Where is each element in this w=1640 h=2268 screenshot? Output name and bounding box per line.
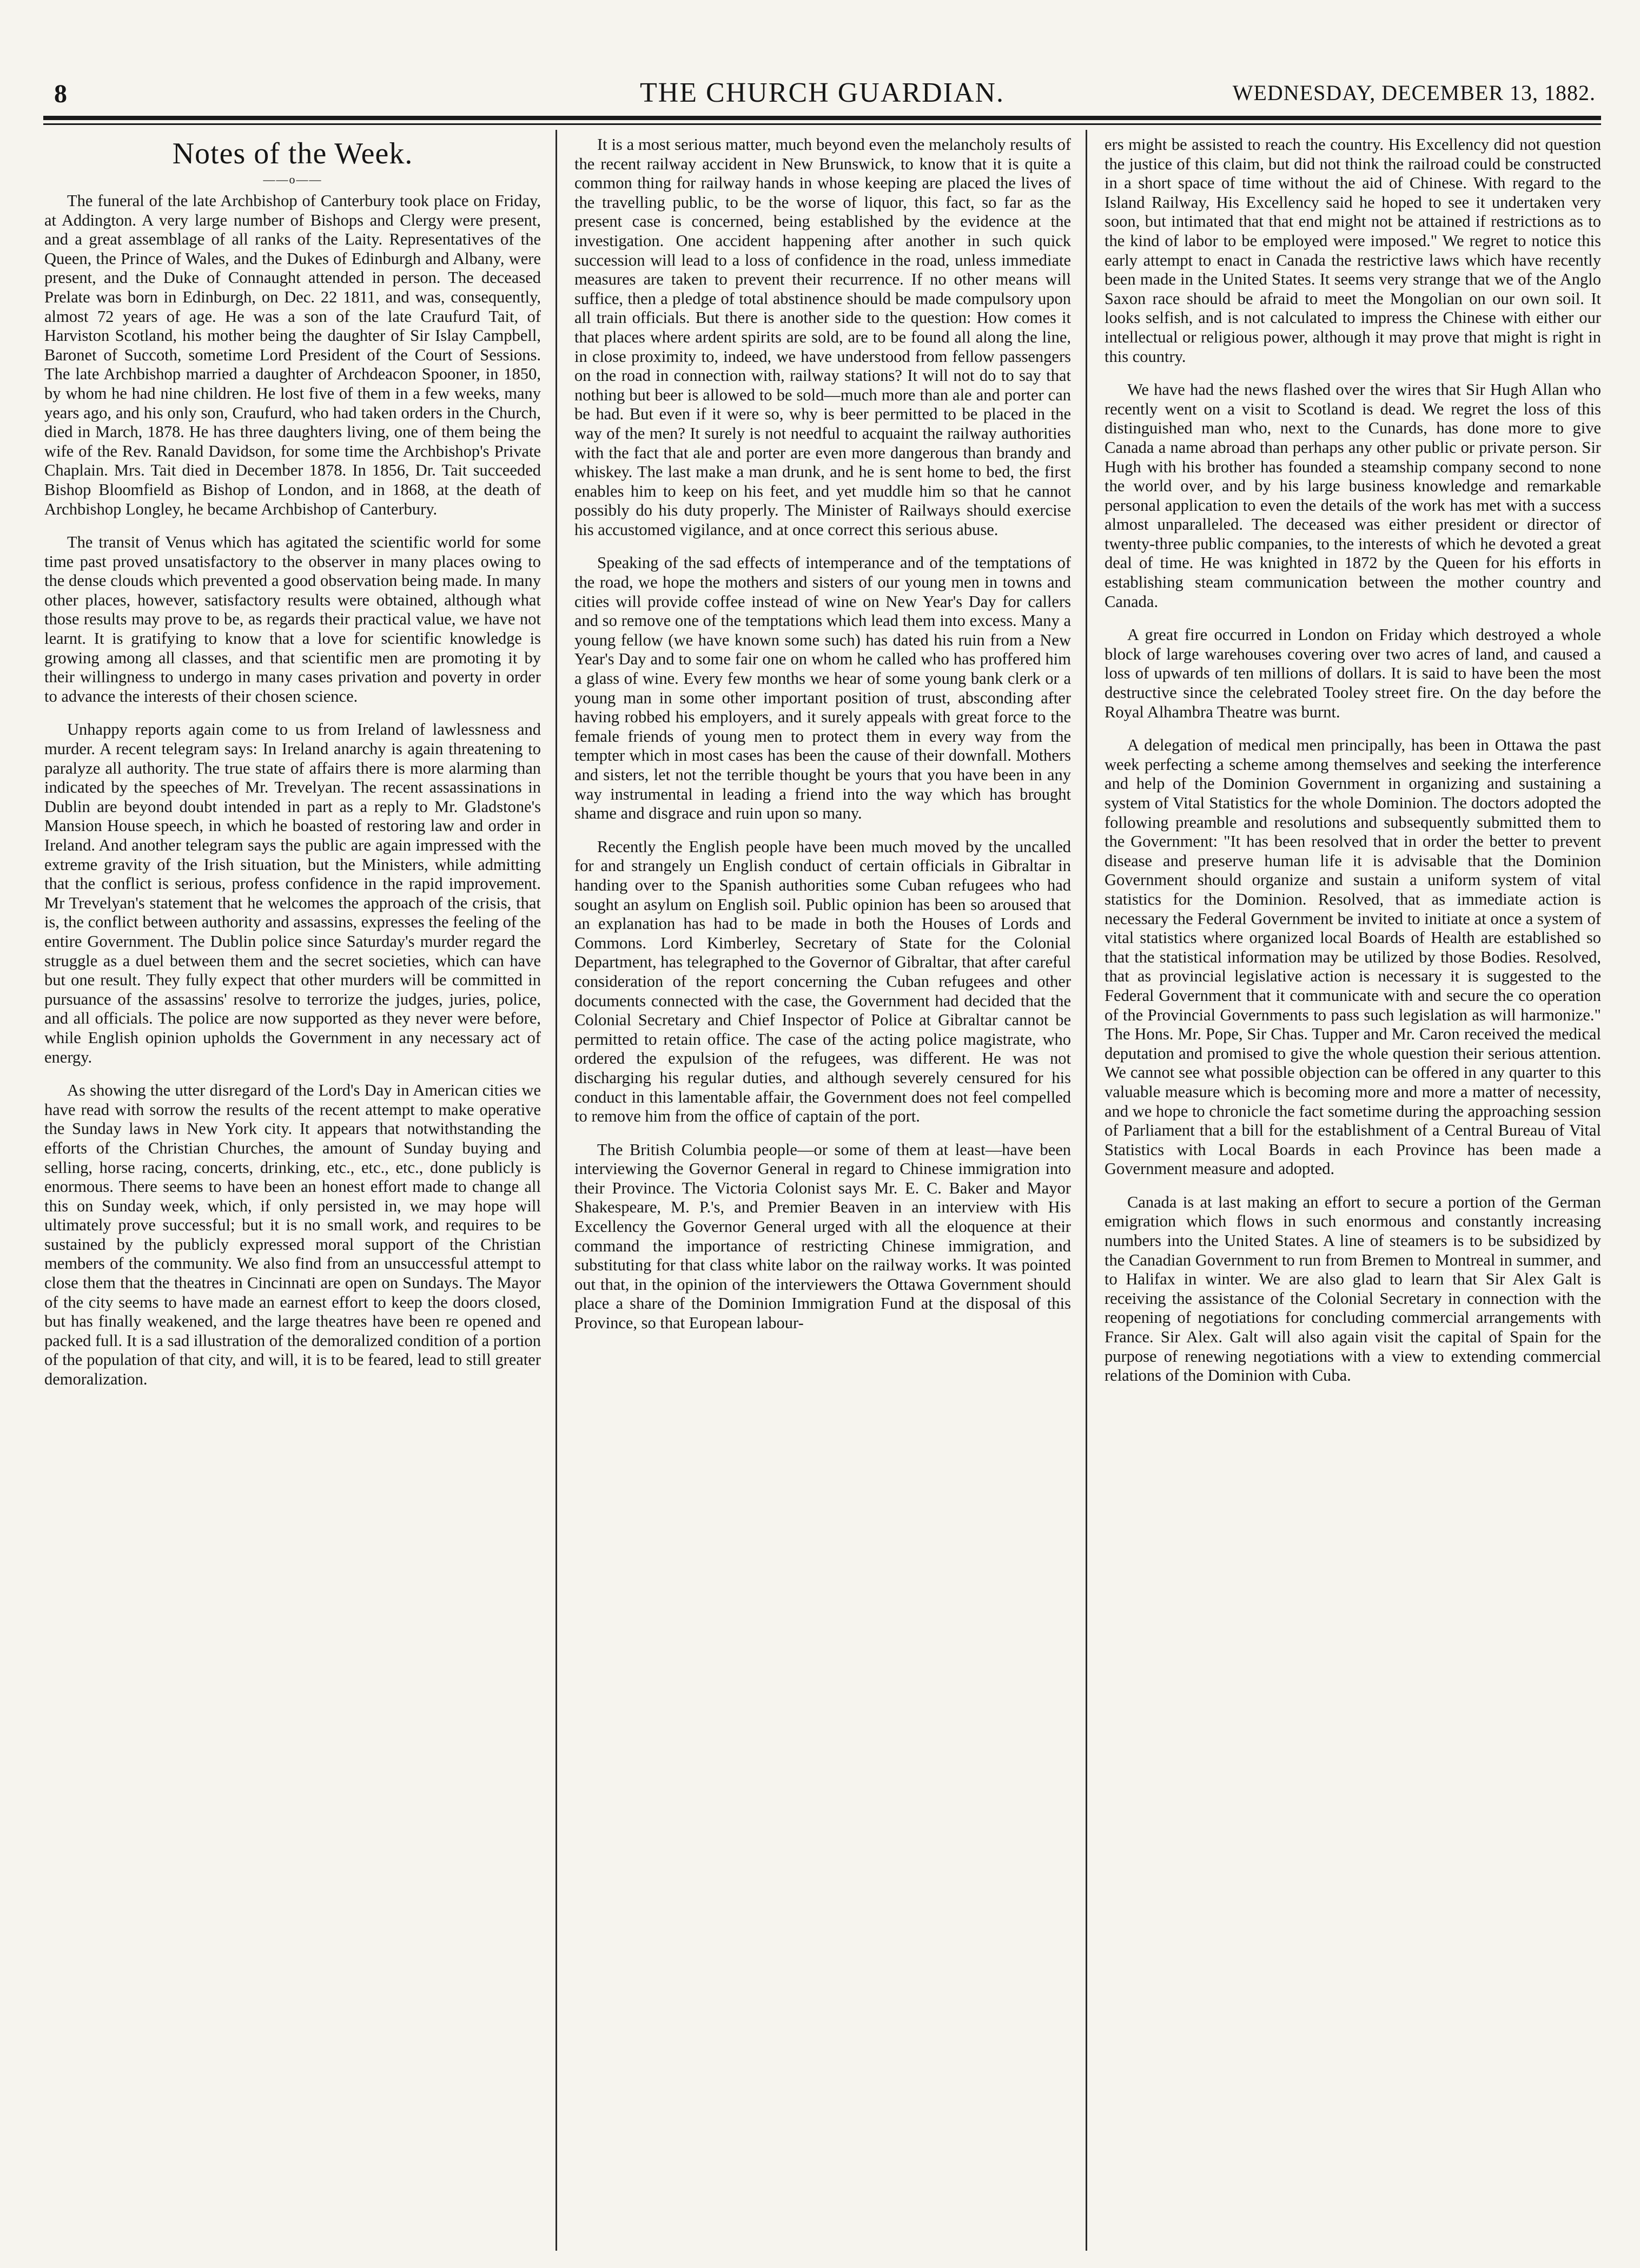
article-paragraph: Speaking of the sad effects of intemperance and of the temptations of the road, we hope the mothers and sisters of our young men in towns and cities will provide coffee instead of wine on New Year's Day for callers and so remove one of the temptations which lead them into excess. Many a young fellow (we have known some such) has dated his ruin from a New Year's Day and to some fair one on whom he called who has proffered him a glass of wine. Every few months we hear of some young bank clerk or a young man in some other important position of trust, absconding after having robbed his employers, and it surely appeals with great force to the female friends of young men to protect them in every way from the tempter which in most cases has been the cause of their downfall. Mothers and sisters, let not the terrible thought be yours that you have been in any way instrumental in leading a friend into the way which has brought shame and disgrace and ruin upon so many.: [574, 553, 1071, 823]
article-paragraph: A great fire occurred in London on Friday which destroyed a whole block of large warehouses covering over two acres of land, and caused a loss of upwards of ten millions of dollars. It is said to have been the most destructive since the celebrated Tooley street fire. On the day before the Royal Alhambra Theatre was burnt.: [1105, 625, 1601, 721]
masthead: [43, 77, 1601, 109]
article-paragraph: We have had the news flashed over the wires that Sir Hugh Allan who recently went on a visit to Scotland is dead. We regret the loss of this distinguished man who, next to the Cunards, has done more to give Canada a name abroad than perhaps any other public or private person. Sir Hugh with his brother has founded a steamship company second to none the world over, and by his large business knowledge and remarkable personal application to even the details of the work has met with a success almost unparalleled. The deceased was either president or director of twenty-three public companies, to the interests of which he devoted a great deal of time. He was knighted in 1872 by the Queen for his efforts in establishing steam communication between the mother country and Canada.: [1105, 380, 1601, 611]
heading-ornament: ——o——: [263, 173, 322, 186]
article-paragraph: Unhappy reports again come to us from Ireland of lawlessness and murder. A recent telegram says: In Ireland anarchy is again threatening to paralyze all authority. The true state of affairs there is more alarming than indicated by the speeches of Mr. Trevelyan. The recent assassinations in Dublin are beyond doubt intended in part as a reply to Mr. Gladstone's Mansion House speech, in which he boasted of restoring law and order in Ireland. And another telegram says the public are again impressed with the extreme gravity of the Irish situation, but the Ministers, while admitting that the conflict is serious, profess confidence in the rapid improvement. Mr Trevelyan's statement that he welcomes the approach of the crisis, that is, the conflict between authority and assassins, expresses the feeling of the entire Government. The Dublin police since Saturday's murder regard the struggle as a duel between them and the secret societies, which can have but one result. They fully expect that other murders will be committed in pursuance of the assassins' resolve to terrorize the judges, juries, police, and all officials. The police are now supported as they never were before, while English opinion upholds the Government in any necessary act of energy.: [44, 720, 541, 1066]
column-2: [574, 135, 1071, 2245]
article-paragraph: A delegation of medical men principally, has been in Ottawa the past week perfecting a scheme among themselves and seeking the interference and help of the Dominion Government in organizing and sustaining a system of Vital Statistics for the whole Dominion. The doctors adopted the following preamble and resolutions and subsequently submitted them to the Government: "It has been resolved that in order the better to prevent disease and preserve human life it is advisable that the Dominion Government should organize and sustain a uniform system of vital statistics for the Dominion. Resolved, that as immediate action is necessary the Federal Government be invited to initiate at once a system of vital statistics where organized local Boards of Health are established so that the statistical information may be utilized by those Bodies. Resolved, that as provincial legislative action is necessary it is suggested to the Federal Government that it communicate with and secure the co operation of the Provincial Governments to pass such legislation as will harmonize." The Hons. Mr. Pope, Sir Chas. Tupper and Mr. Caron received the medical deputation and promised to give the whole question their serious attention. We cannot see what possible objection can be offered in any quarter to this valuable measure which is becoming more and more a matter of necessity, and we hope to chronicle the fact sometime during the approaching session of Parliament that a bill for the establishment of a Central Bureau of Vital Statistics with Local Boards in each Province has been made a Government measure and adopted.: [1105, 736, 1601, 1178]
column-divider: [1086, 130, 1087, 2251]
section-heading: Notes of the Week.: [172, 137, 413, 170]
masthead-rule-thick: [43, 116, 1601, 120]
newspaper-title: THE CHURCH GUARDIAN.: [639, 77, 1005, 108]
article-paragraph: The British Columbia people—or some of them at least—have been interviewing the Governor General in regard to Chinese immigration into their Province. The Victoria Colonist says Mr. E. C. Baker and Mayor Shakespeare, M. P.'s, and Premier Beaven in an interview with His Excellency the Governor General urged with all the eloquence at their command the importance of restricting Chinese immigration, and substituting for that class white labor on the railway works. It was pointed out that, in the opinion of the interviewers the Ottawa Government should place a share of the Dominion Immigration Fund at the disposal of this Province, so that European labour-: [574, 1140, 1071, 1333]
masthead-rule-thin: [43, 123, 1601, 125]
article-paragraph: Canada is at last making an effort to secure a portion of the German emigration which flows in such enormous and constantly increasing numbers into the United States. A line of steamers is to be subsidized by the Canadian Government to run from Bremen to Montreal in summer, and to Halifax in winter. We are also glad to learn that Sir Alex Galt is receiving the assistance of the Colonial Secretary in connection with the reopening of negotiations for concluding commercial arrangements with France. Sir Alex. Galt will also again visit the capital of Spain for the purpose of renewing negotiations with a view to extending commercial relations of the Dominion with Cuba.: [1105, 1192, 1601, 1385]
article-paragraph: The funeral of the late Archbishop of Canterbury took place on Friday, at Addington. A very large number of Bishops and Clergy were present, and a great assemblage of all ranks of the Laity. Representatives of the Queen, the Prince of Wales, and the Dukes of Edinburgh and Albany, were present, and the Duke of Connaught attended in person. The deceased Prelate was born in Edinburgh, on Dec. 22 1811, and was, consequently, almost 72 years of age. He was a son of the late Craufurd Tait, of Harviston Scotland, his mother being the daughter of Sir Islay Campbell, Baronet of Succoth, sometime Lord President of the Court of Sessions. The late Archbishop married a daughter of Archdeacon Spooner, in 1850, by whom he had nine children. He lost five of them in a few weeks, many years ago, and his only son, Craufurd, who had taken orders in the Church, died in March, 1878. He has three daughters living, one of them being the wife of the Rev. Ranald Davidson, for some time the Archbishop's Private Chaplain. Mrs. Tait died in December 1878. In 1856, Dr. Tait succeeded Bishop Bloomfield as Bishop of London, and in 1868, at the death of Archbishop Longley, he became Archbishop of Canterbury.: [44, 192, 541, 518]
column-divider: [556, 130, 557, 2251]
article-paragraph: Recently the English people have been much moved by the uncalled for and strangely un English conduct of certain officials in Gibraltar in handing over to the Spanish authorities some Cuban refugees who had sought an asylum on English soil. Public opinion has been so aroused that an explanation has had to be made in both the Houses of Lords and Commons. Lord Kimberley, Secretary of State for the Colonial Department, has telegraphed to the Governor of Gibraltar, that after careful consideration of the report concerning the Cuban refugees and other documents connected with the case, the Government had decided that the Colonial Secretary and Chief Inspector of Police at Gibraltar cannot be permitted to retain office. The case of the acting police magistrate, who ordered the expulsion of the refugees, was different. He was not discharging his regular duties, and although severely censured for his conduct in this lamentable affair, the Government does not feel compelled to remove him from the office of captain of the port.: [574, 837, 1071, 1126]
article-paragraph: As showing the utter disregard of the Lord's Day in American cities we have read with sorrow the results of the recent attempt to make operative the Sunday laws in New York city. It appears that notwithstanding the efforts of the Christian Churches, the amount of Sunday buying and selling, horse racing, concerts, drinking, etc., etc., etc., done publicly is enormous. There seems to have been an honest effort made to change all this on Sunday week, which, if only persisted in, we may hope will ultimately prove successful; but it is no small work, and requires to be sustained by the publicly expressed moral support of the Christian members of the community. We also find from an unsuccessful attempt to close them that the theatres in Cincinnati are open on Sundays. The Mayor of the city seems to have made an earnest effort to keep the doors closed, but has finally weakened, and the large theatres have been re opened and packed full. It is a sad illustration of the demoralized condition of a portion of the population of that city, and will, it is to be feared, lead to still greater demoralization.: [44, 1081, 541, 1389]
page-number: 8: [54, 80, 67, 108]
column-3: [1105, 135, 1601, 2245]
article-paragraph: It is a most serious matter, much beyond even the melancholy results of the recent railway accident in New Brunswick, to know that it is quite a common thing for railway hands in whose keeping are placed the lives of the travelling public, to be the worse of liquor, this fact, so far as the present case is concerned, being established by the evidence at the investigation. One accident happening after another in such quick succession will lead to a loss of confidence in the road, unless immediate measures are taken to prevent their recurrence. If no other means will suffice, then a pledge of total abstinence should be made compulsory upon all train officials. But there is another side to the question: How comes it that places where ardent spirits are sold, are to be found all along the line, in close proximity to, indeed, we have understood from fellow passengers on the road in connection with, railway stations? It will not do to say that nothing but beer is allowed to be sold—much more than ale and porter can be had. But even if it were so, why is beer permitted to be placed in the way of the men? It surely is not needful to acquaint the railway authorities with the fact that ale and porter are even more dangerous than brandy and whiskey. The last make a man drunk, and he is sent home to bed, the first enables him to keep on his feet, and yet muddle him so that he cannot possibly do his duty properly. The Minister of Railways should exercise his accustomed vigilance, and at once correct this serious abuse.: [574, 135, 1071, 539]
article-paragraph: ers might be assisted to reach the country. His Excellency did not question the justice of this claim, but did not think the railroad could be constructed in a short space of time without the aid of Chinese. With regard to the Island Railway, His Excellency said he hoped to see it undertaken very soon, but intimated that that end might not be attained if restrictions as to the kind of labor to be employed were imposed." We regret to notice this early attempt to enact in Canada the restrictive laws which have recently been made in the United States. It seems very strange that we of the Anglo Saxon race should be afraid to meet the Mongolian on our own soil. It looks selfish, and is not calculated to impress the Chinese with either our intellectual or religious power, although it may prove that might is right in this country.: [1105, 135, 1601, 366]
article-paragraph: The transit of Venus which has agitated the scientific world for some time past proved unsatisfactory to the observer in many places owing to the dense clouds which prevented a good observation being made. In many other places, however, satisfactory results were obtained, although what those results may prove to be, as regards their practical value, we have not learnt. It is gratifying to know that a love for scientific knowledge is growing among all classes, and that scientific men are promoting it by their willingness to undergo in many cases privation and poverty in order to advance the interests of their chosen science.: [44, 533, 541, 706]
issue-date: WEDNESDAY, DECEMBER 13, 1882.: [1232, 81, 1596, 105]
column-1: [44, 135, 541, 2245]
